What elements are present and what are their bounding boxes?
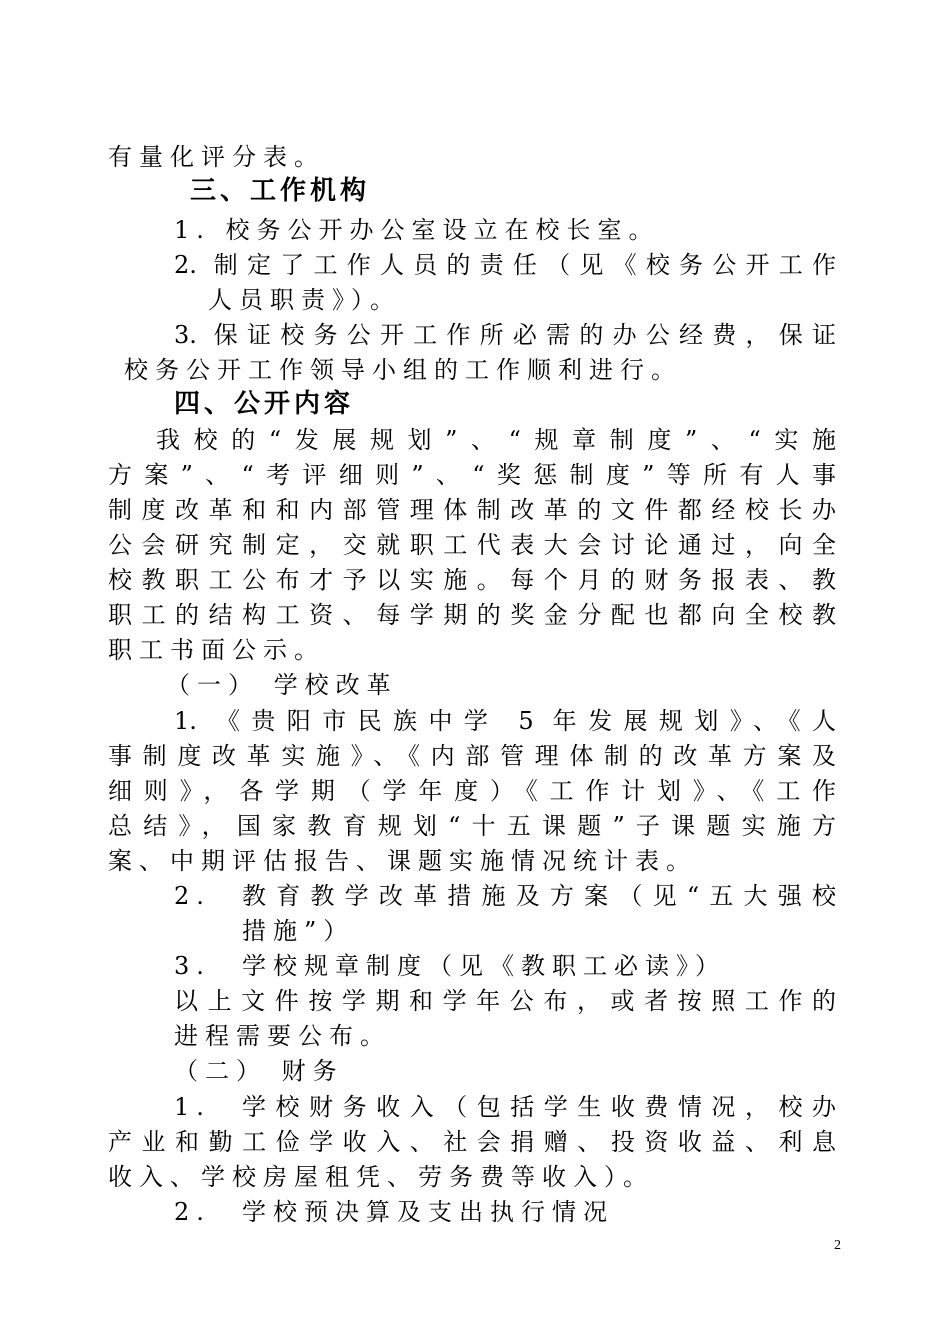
list-number: 3. [174, 952, 211, 980]
text-line: 校务公开工作领导小组的工作顺利进行。 [124, 356, 682, 384]
text-line: 案、中期评估报告、课题实施情况统计表。 [108, 847, 697, 875]
section-heading-4: 四、公开内容 [174, 389, 355, 419]
list-number: 2. [174, 1198, 211, 1226]
text-line: 2. 制定了工作人员的责任（见《校务公开工作 [174, 251, 836, 279]
paragraph-line: 职工书面公示。 [108, 636, 325, 664]
paragraph-line: 方案”、“考评细则”、“奖惩制度”等所有人事 [108, 461, 836, 489]
paragraph-line: 校教职工公布才予以实施。每个月的财务报表、教 [108, 566, 836, 594]
text-line: 措施”） [242, 917, 355, 945]
section-heading-3: 三、工作机构 [190, 176, 371, 206]
text-line: 产业和勤工俭学收入、社会捐赠、投资收益、利息 [108, 1128, 836, 1156]
text-line: 学校预决算及支出执行情况 [242, 1198, 614, 1226]
paragraph-line: 公会研究制定，交就职工代表大会讨论通过，向全 [108, 531, 836, 559]
paragraph-line: 职工的结构工资、每学期的奖金分配也都向全校教 [108, 601, 836, 629]
subsection-heading-1: （一） 学校改革 [166, 671, 398, 699]
text-line: 人员职责》）。 [208, 286, 401, 314]
text-line: 有量化评分表。 [108, 143, 325, 171]
paragraph-line: 我校的“发展规划”、“规章制度”、“实施 [156, 426, 836, 454]
text-line: 以上文件按学期和学年公布，或者按照工作的 [174, 987, 836, 1015]
text-line: 事制度改革实施》、《内部管理体制的改革方案及 [108, 742, 836, 770]
text-line: 教育教学改革措施及方案（见“五大强校 [242, 882, 836, 910]
subsection-heading-2: （二） 财务 [174, 1057, 344, 1085]
text-line: 学校财务收入（包括学生收费情况，校办 [242, 1093, 836, 1121]
list-number: 1. [174, 1093, 211, 1121]
text-line: 总结》，国家教育规划“十五课题”子课题实施方 [108, 812, 836, 840]
text-line: 3. 保证校务公开工作所必需的办公经费，保证 [174, 321, 836, 349]
page-number: 2 [834, 1238, 841, 1253]
text-line: 细则》，各学期（学年度）《工作计划》、《工作 [108, 777, 836, 805]
text-line: 收入、学校房屋租凭、劳务费等收入）。 [108, 1163, 654, 1191]
text-line: 1. 校务公开办公室设立在校长室。 [174, 216, 660, 244]
text-line: 学校规章制度（见《教职工必读》） [242, 952, 726, 980]
text-line: 1. 《贵阳市民族中学 5 年发展规划》、《人 [174, 707, 836, 735]
text-line: 进程需要公布。 [174, 1022, 391, 1050]
list-number: 2. [174, 882, 211, 910]
paragraph-line: 制度改革和和内部管理体制改革的文件都经校长办 [108, 496, 836, 524]
